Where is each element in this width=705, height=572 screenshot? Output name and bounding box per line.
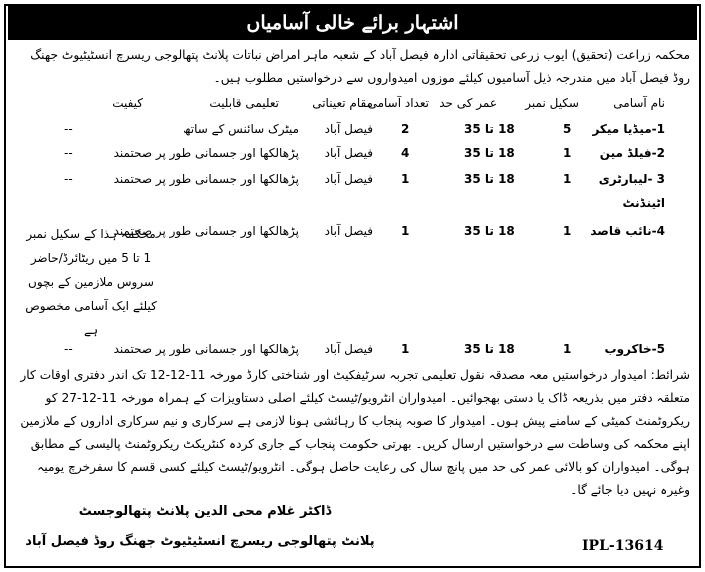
row-5-qualification: پڑھالکھا اور جسمانی طور پر صحتمند [113,342,299,356]
row-2-remarks: -- [64,146,73,160]
row-5-count: 1 [401,342,410,356]
row-2-scale: 1 [563,146,572,160]
row-3-post: 3 -لیبارٹری [598,172,665,186]
row-4-station: فیصل آباد [324,224,373,238]
row-1-remarks: -- [64,122,73,136]
reference-number: IPL-13614 [582,538,664,554]
row-4-qualification: پڑھالکھا اور جسمانی طور پر صحتمند [113,224,299,238]
signatory: ڈاکٹر غلام محی الدین پلانٹ پتھالوجسٹ [78,504,332,519]
header-station: مقام تعیناتی [312,96,373,110]
row-3-qualification: پڑھالکھا اور جسمانی طور پر صحتمند [113,172,299,186]
conditions-paragraph: شرائط: امیدوار درخواستیں معہ مصدقہ نقول تعلیمی تجربہ سرٹیفکیٹ اور شناختی کارڈ مورخہ 11-12-12 تک اندر دفتری اوقات کار متعلقہ دفتر میں بذریعہ ڈاک یا دستی بھجوائیں۔ امیدواران انٹرویو/ٹیسٹ کیلئے اصلی دستاویزات کے ہمراہ مورخہ 11-12-27 کو ریکروٹمنٹ کمیٹی کے سامنے پیش ہوں۔ امیدوار کا صوبہ پنجاب کا رہائشی ہونا لازمی ہے سرکاری و نیم سرکاری اداروں کے ملازمین اپنے محکمہ کی وساطت سے درخواستیں ارسال کریں۔ بھرتی حکومت پنجاب کے جاری کردہ کنٹریکٹ ریکروٹمنٹ پالیسی کے مطابق ہوگی۔ امیدواران کو بالائی عمر کی حد میں پانچ سال کی رعایت حاصل ہوگی۔ انٹرویو/ٹیسٹ کیلئے کسی قسم کا سفرخرچ یومیہ وغیرہ نہیں دیا جائے گا۔ [20,368,690,497]
header-qualification: تعلیمی قابلیت [209,96,279,110]
header-scale: سکیل نمبر [525,96,579,110]
row-4-post: 4-نائب قاصد [590,224,665,238]
row-5-remarks: -- [64,342,73,356]
header-age: عمر کی حد [439,96,497,110]
header-count: تعداد آسامی [367,96,429,110]
row-5-post: 5-خاکروب [604,342,665,356]
row-4-age: 18 تا 35 [464,224,515,238]
row-3-scale: 1 [563,172,572,186]
row-2-post: 2-فیلڈ مین [599,146,665,160]
row-3-remarks: -- [64,172,73,186]
row-2-count: 4 [401,146,410,160]
row-3-count: 1 [401,172,410,186]
institute-address: پلانٹ پتھالوجی ریسرچ انسٹیٹیوٹ جھنگ روڈ فیصل آباد [25,534,375,549]
row-1-count: 2 [401,122,410,136]
row-1-station: فیصل آباد [324,122,373,136]
row-5-age: 18 تا 35 [464,342,515,356]
header-remarks: کیفیت [112,96,143,110]
row-1-qualification: میٹرک سائنس کے ساتھ [183,122,299,136]
title-banner [8,6,697,40]
row-1-post: 1-میڈیا میکر [592,122,665,136]
row-4-scale: 1 [563,224,572,238]
intro-paragraph: محکمہ زراعت (تحقیق) ایوب زرعی تحقیقاتی ادارہ فیصل آباد کے شعبہ ماہر امراض نباتات پلانٹ پتھالوجی ریسرچ انسٹیٹیوٹ جھنگ روڈ فیصل آباد میں مندرجہ ذیل آسامیوں کیلئے موزوں امیدواروں سے درخواستیں مطلوب ہیں۔ [30,48,690,85]
row-2-station: فیصل آباد [324,146,373,160]
row-3-age: 18 تا 35 [464,172,515,186]
row-2-qualification: پڑھالکھا اور جسمانی طور پر صحتمند [113,146,299,160]
row-3-post-continued: اٹینڈنٹ [622,196,665,210]
row-5-station: فیصل آباد [324,342,373,356]
row-1-age: 18 تا 35 [464,122,515,136]
ad-title: اشتہار برائے خالی آسامیاں [246,12,459,34]
header-post: نام آسامی [613,96,665,110]
row-3-station: فیصل آباد [324,172,373,186]
row-1-scale: 5 [563,122,572,136]
row-4-remarks: محکمہ ہذا کے سکیل نمبر 1 تا 5 میں ریٹائرڈ/حاضر سروس ملازمین کے بچوں کیلئے ایک آسامی مخصوص ہے [25,227,157,337]
row-2-age: 18 تا 35 [464,146,515,160]
row-5-scale: 1 [563,342,572,356]
row-4-count: 1 [401,224,410,238]
